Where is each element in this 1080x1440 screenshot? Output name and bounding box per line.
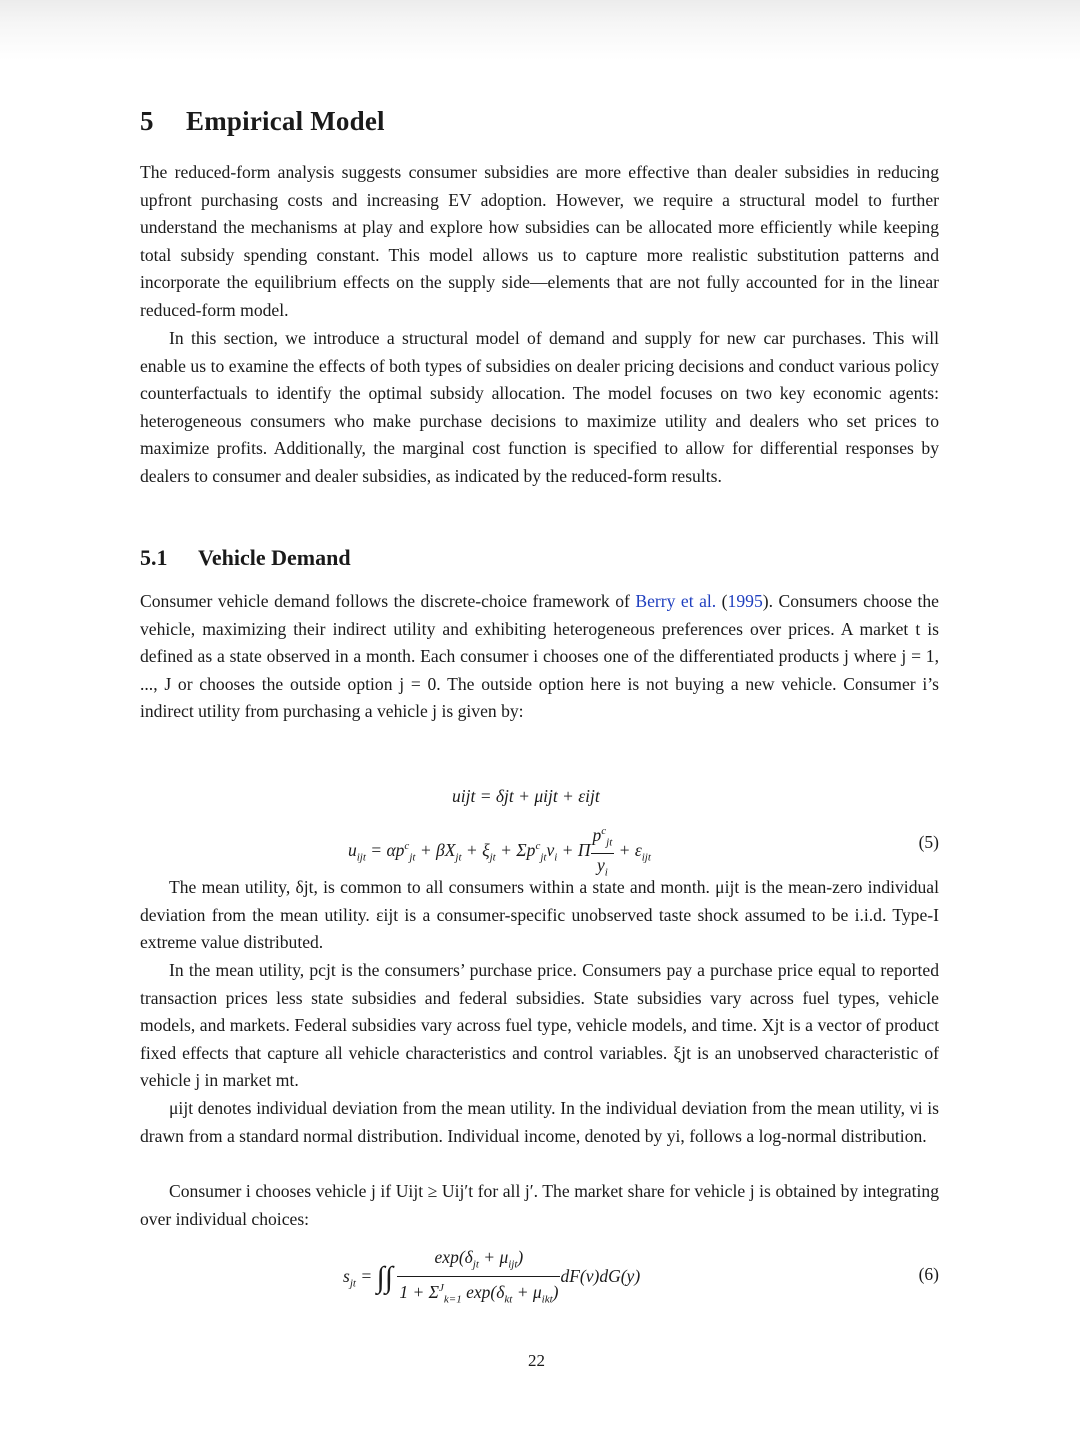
paragraph-3-text-a: Consumer vehicle demand follows the discrete-choice framework of — [140, 591, 636, 611]
equation-6-fraction: $\frac{\exp(\delta_{jt} + \mu_{ijt})}{1 + \Sigma^J_{k=1} \exp(\delta_{kt} + \mu_{ikt})}$ — [399, 1247, 559, 1305]
citation-link-berry[interactable]: Berry et al. — [635, 591, 717, 611]
paragraph-3-text-b: ). Consumers choose the vehicle, maximizing their indirect utility and exhibiting heterogeneous preferences over prices. A market t is defined as a state observed in a month. Each consumer i chooses one of the differentiated products j where j = 1, ..., J or chooses the outside option j = 0. The outside option here is not buying a new vehicle. Consumer i’s indirect utility from purchasing a vehicle j is given by: — [140, 591, 939, 722]
equation-5-body: $u_{ijt} = \alpha p^c_{jt} + \beta X_{jt} + \xi_{jt} + \Sigma p^c_{jt}\nu_i + \Pi$ $\frac{p^c_{jt}}{y_i}$ + $\varepsilon_{ijt}$ — [348, 820, 651, 884]
equation-6 — [140, 1246, 939, 1306]
section-heading — [140, 106, 385, 137]
subsection-heading — [140, 545, 351, 571]
equation-5-fraction: $\frac{p^c_{jt}}{y_i}$ — [591, 820, 615, 884]
equation-5 — [140, 818, 939, 879]
equation-utility-decomposition-body: uijt = δjt + μijt + εijt — [452, 786, 600, 806]
citation-link-year[interactable]: 1995 — [727, 591, 763, 611]
double-integral-symbol: ∫∫ — [376, 1260, 393, 1294]
paragraph-7: Consumer i chooses vehicle j if Uijt ≥ Uij′t for all j′. The market share for vehicle j is obtained by integrating over individual choices: — [140, 1181, 939, 1229]
paragraph-2: In this section, we introduce a structural model of demand and supply for new car purchases. This will enable us to examine the effects of both types of subsidies on dealer pricing decisions and conduct various policy counterfactuals to identify the optimal subsidy allocation. The model focuses on two key economic agents: heterogeneous consumers who make purchase decisions to maximize utility and dealers who set prices to maximize profits. Additionally, the marginal cost function is specified to allow for differential responses by dealers to consumer and dealer subsidies, as indicated by the reduced-form results. — [140, 328, 939, 486]
page-top-shadow — [0, 0, 1080, 60]
section-title: Empirical Model — [186, 106, 385, 136]
paragraph-6: μijt denotes individual deviation from the mean utility. In the individual deviation from the mean utility, νi is drawn from a standard normal distribution. Individual income, denoted by yi, follows a log-normal distribution. — [140, 1098, 939, 1146]
equation-6-body: $s_{jt}$ = ∫∫ $\frac{\exp(\delta_{jt} + \mu_{ijt})}{1 + \Sigma^J_{k=1} \exp(\delta_{kt} + \mu_{ikt})}$ dF(ν)dG(y) — [343, 1246, 640, 1310]
paragraph-5: In the mean utility, pcjt is the consumers’ purchase price. Consumers pay a purchase price equal to reported transaction prices less state subsidies and federal subsidies. State subsidies vary across fuel types, vehicle models, and markets. Federal subsidies vary across fuel type, vehicle models, and time. Xjt is a vector of product fixed effects that capture all vehicle characteristics and control variables. ξjt is an unobserved characteristic of vehicle j in market mt. — [140, 960, 939, 1091]
equation-6-label: (6) — [918, 1264, 939, 1284]
equation-utility-decomposition — [140, 786, 939, 810]
section-number: 5 — [140, 106, 154, 136]
equation-5-label: (5) — [918, 832, 939, 852]
paragraph-3: Consumer vehicle demand follows the discrete-choice framework of Berry et al. (1995). Consumers choose the vehicle, maximizing their indirect utility and exhibiting heterogeneous preferences over prices. A market t is defined as a state observed in a month. Each consumer i chooses one of the differentiated products j where j = 1, ..., J or chooses the outside option j = 0. The outside option here is not buying a new vehicle. Consumer i’s indirect utility from purchasing a vehicle j is given by: — [140, 591, 939, 722]
subsection-title: Vehicle Demand — [198, 545, 351, 570]
page-number: 22 — [528, 1351, 545, 1370]
paragraph-1: The reduced-form analysis suggests consumer subsidies are more effective than dealer subsidies in reducing upfront purchasing costs and increasing EV adoption. However, we require a structural model to further understand the mechanisms at play and explore how subsidies can be allocated more efficiently while keeping total subsidy spending constant. This model allows us to capture more realistic substitution patterns and incorporate the equilibrium effects on the supply side—elements that are not fully accounted for in the linear reduced-form model. — [140, 162, 939, 320]
paragraph-4: The mean utility, δjt, is common to all consumers within a state and month. μijt is the mean-zero individual deviation from the mean utility. εijt is a consumer-specific unobserved taste shock assumed to be i.i.d. Type-I extreme value distributed. — [140, 877, 939, 953]
subsection-number: 5.1 — [140, 545, 168, 570]
